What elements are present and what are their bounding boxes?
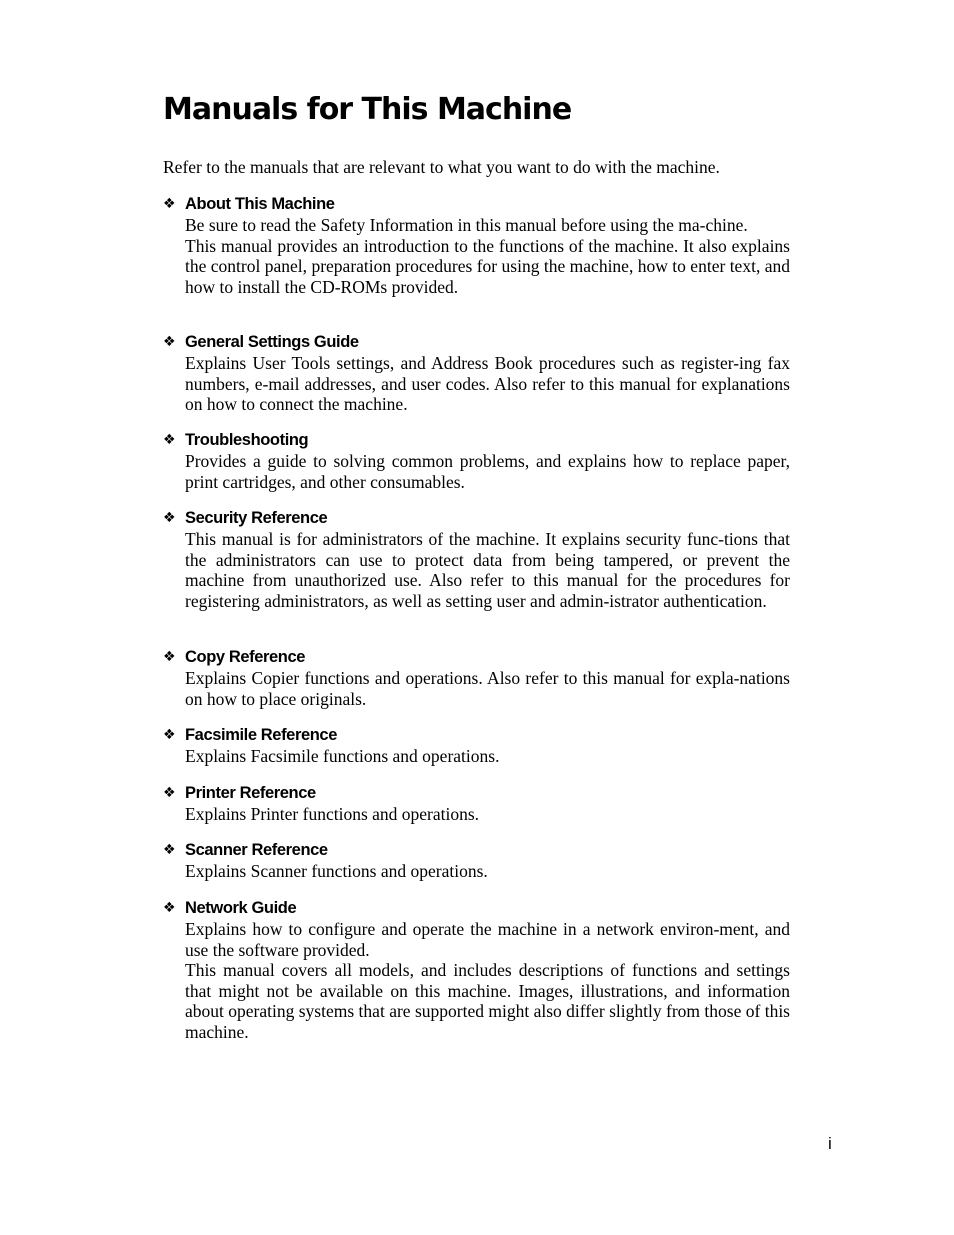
section-security-reference: [163, 507, 793, 611]
section-paragraph: Explains Scanner functions and operations.: [185, 861, 488, 881]
section-facsimile-reference: [163, 724, 793, 767]
section-paragraph: Explains User Tools settings, and Address Book procedures such as register-ing fax numbers, e-mail addresses, and user codes. Also refer to this manual for explanations on how to connect the machine.: [185, 353, 790, 414]
section-general-settings-guide: [163, 331, 793, 415]
section-paragraph: Explains Facsimile functions and operations.: [185, 746, 500, 766]
section-paragraph: This manual provides an introduction to the functions of the machine. It also explains the control panel, preparation procedures for using the machine, how to enter text, and how to install the CD-ROMs provided.: [185, 235, 790, 297]
section-paragraph: Be sure to read the Safety Information in this manual before using the ma-chine.: [185, 215, 748, 235]
diamond-bullet-icon: ❖: [163, 900, 176, 916]
page-number: i: [828, 1134, 832, 1153]
section-paragraph: Explains Printer functions and operations.: [185, 804, 480, 824]
section-scanner-reference: [163, 839, 793, 882]
diamond-bullet-icon: ❖: [163, 334, 176, 350]
section-title: Troubleshooting: [185, 431, 309, 449]
section-network-guide: [163, 897, 793, 1042]
section-paragraph: Explains Copier functions and operations. Also refer to this manual for expla-nations on how to place originals.: [185, 668, 790, 709]
section-title: Facsimile Reference: [185, 726, 337, 744]
diamond-bullet-icon: ❖: [163, 842, 176, 858]
section-troubleshooting: [163, 429, 793, 492]
section-title: Copy Reference: [185, 648, 306, 666]
section-paragraph: Provides a guide to solving common problems, and explains how to replace paper, print cartridges, and other consumables.: [185, 451, 790, 492]
section-title: About This Machine: [185, 195, 335, 213]
diamond-bullet-icon: ❖: [163, 649, 176, 665]
diamond-bullet-icon: ❖: [163, 785, 176, 801]
diamond-bullet-icon: ❖: [163, 510, 176, 526]
section-title: Security Reference: [185, 509, 328, 527]
intro-paragraph: Refer to the manuals that are relevant to what you want to do with the machine.: [163, 157, 720, 177]
section-title: Printer Reference: [185, 784, 316, 802]
section-paragraph: Explains how to configure and operate the machine in a network environ-ment, and use the software provided.: [185, 919, 790, 960]
section-title: Scanner Reference: [185, 841, 328, 859]
diamond-bullet-icon: ❖: [163, 196, 176, 212]
section-title: General Settings Guide: [185, 333, 359, 351]
section-paragraph: This manual is for administrators of the machine. It explains security func-tions that the administrators can use to protect data from being tampered, or prevent the machine from unauthorized use. Also refer to this manual for the procedures for registering administrators, as well as setting user and admin-istrator authentication.: [185, 529, 790, 611]
section-printer-reference: [163, 782, 793, 825]
diamond-bullet-icon: ❖: [163, 727, 176, 743]
page-title: Manuals for This Machine: [163, 92, 572, 127]
diamond-bullet-icon: ❖: [163, 432, 176, 448]
section-copy-reference: [163, 646, 793, 709]
section-paragraph: This manual covers all models, and includes descriptions of functions and settings that might not be available on this machine. Images, illustrations, and information about operating systems that are supported might also differ slightly from those of this machine.: [185, 960, 790, 1042]
section-about-this-machine: [163, 193, 793, 297]
section-title: Network Guide: [185, 899, 297, 917]
